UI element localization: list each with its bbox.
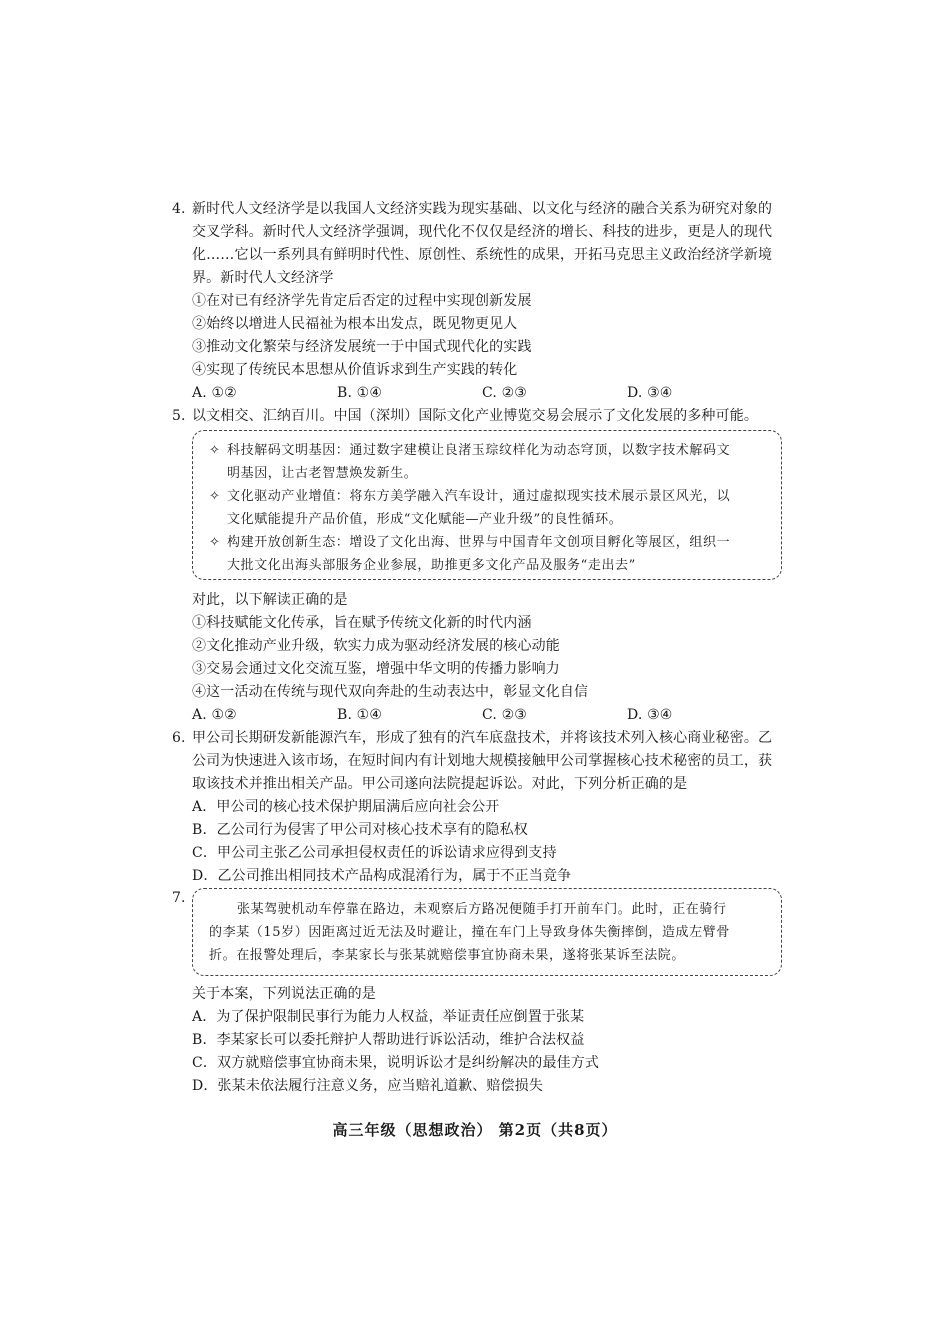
q4-statement-2: ②始终以增进人民福祉为根本出发点，既见物更见人 <box>192 316 518 332</box>
q5-statement-2: ②文化推动产业升级，软实力成为驱动经济发展的核心动能 <box>192 638 560 654</box>
q4-number: 4. <box>172 201 186 217</box>
q7-case-line-3: 折。在报警处理后，李某家长与张某就赔偿事宜协商未果，遂将张某诉至法院。 <box>209 948 686 963</box>
q7-case-box <box>192 888 782 976</box>
q6-stem-line-3: 取该技术并推出相关产品。甲公司遂向法院提起诉讼。对此，下列分析正确的是 <box>192 776 688 792</box>
q7-choice-d: D．张某未依法履行注意义务，应当赔礼道歉、赔偿损失 <box>192 1078 543 1094</box>
q7-number: 7. <box>172 890 186 906</box>
q4-stem-line-1: 4. 新时代人文经济学是以我国人文经济实践为现实基础、以文化与经济的融合关系为研究对象的 <box>172 198 784 221</box>
q5-option-b: B. ①④ <box>337 707 383 723</box>
question-7-body <box>172 983 784 1098</box>
q5-box-item-3-line-1: ✧ 构建开放创新生态：增设了文化出海、世界与中国青年文创项目孵化等展区，组织一 <box>209 535 731 550</box>
q6-choice-b: B．乙公司行为侵害了甲公司对核心技术享有的隐私权 <box>192 822 528 838</box>
q4-stem-line-4: 界。新时代人文经济学 <box>192 270 334 286</box>
q5-statement-1: ①科技赋能文化传承，旨在赋予传统文化新的时代内涵 <box>192 615 532 631</box>
q4-option-a: A. ①② <box>192 385 237 401</box>
q5-statement-4: ④这一活动在传统与现代双向奔赴的生动表达中，彰显文化自信 <box>192 684 589 700</box>
q4-statement-4: ④实现了传统民本思想从价值诉求到生产实践的转化 <box>192 362 518 378</box>
q6-stem-line-1: 6. 甲公司长期研发新能源汽车，形成了独有的汽车底盘技术，并将该技术列入核心商业秘密。乙 <box>172 727 784 750</box>
q4-option-b: B. ①④ <box>337 385 383 401</box>
question-6 <box>172 727 784 888</box>
q5-box-item-2-line-2: 文化赋能提升产品价值，形成“文化赋能—产业升级”的良性循环。 <box>227 512 623 527</box>
q4-option-c: C. ②③ <box>482 385 527 401</box>
question-4 <box>172 198 784 405</box>
q5-prompt: 对此，以下解读正确的是 <box>192 592 348 608</box>
q5-statement-3: ③交易会通过文化交流互鉴，增强中华文明的传播力影响力 <box>192 661 560 677</box>
q5-options <box>172 704 784 727</box>
q6-stem-line-2: 公司为快速进入该市场，在短时间内有计划地大规模接触甲公司掌握核心技术秘密的员工，获 <box>192 753 773 769</box>
q5-box-item-1-line-2: 明基因，让古老智慧焕发新生。 <box>227 466 418 481</box>
q6-choice-c: C．甲公司主张乙公司承担侵权责任的诉讼请求应得到支持 <box>192 845 557 861</box>
page-footer: 高三年级（思想政治） 第2页（共8页） <box>332 1121 618 1139</box>
q5-box-item-2-line-1: ✧ 文化驱动产业增值：将东方美学融入汽车设计，通过虚拟现实技术展示景区风光，以 <box>209 489 731 504</box>
q6-choice-d: D．乙公司推出相同技术产品构成混淆行为，属于不正当竞争 <box>192 868 572 884</box>
q4-option-d: D. ③④ <box>627 385 673 401</box>
q4-options <box>172 382 784 405</box>
q4-stem-line-3: 化……它以一系列具有鲜明时代性、原创性、系统性的成果，开拓马克思主义政治经济学新境 <box>192 247 773 263</box>
q7-prompt: 关于本案，下列说法正确的是 <box>192 986 376 1002</box>
q7-choice-a: A．为了保护限制民事行为能力人权益，举证责任应倒置于张某 <box>192 1009 585 1025</box>
question-5-stem <box>172 405 784 428</box>
q7-case-line-2: 的李某（15岁）因距离过近无法及时避让，撞在车门上导致身体失衡摔倒，造成左臂骨 <box>209 925 730 940</box>
q5-option-a: A. ①② <box>192 707 237 723</box>
q7-choice-b: B．李某家长可以委托辩护人帮助进行诉讼活动，维护合法权益 <box>192 1032 585 1048</box>
q5-option-c: C. ②③ <box>482 707 527 723</box>
q5-number: 5. <box>172 408 186 424</box>
q5-box-item-1-line-1: ✧ 科技解码文明基因：通过数字建模让良渚玉琮纹样化为动态穹顶，以数字技术解码文 <box>209 443 731 458</box>
q5-material-box <box>192 430 782 580</box>
q4-stem-line-2: 交叉学科。新时代人文经济学强调，现代化不仅仅是经济的增长、科技的进步，更是人的现代 <box>192 224 773 240</box>
q7-choice-c: C．双方就赔偿事宜协商未果，说明诉讼才是纠纷解决的最佳方式 <box>192 1055 600 1071</box>
q6-number: 6. <box>172 730 186 746</box>
q5-box-item-3-line-2: 大批文化出海头部服务企业参展，助推更多文化产品及服务“走出去” <box>227 558 636 573</box>
q4-statement-1: ①在对已有经济学先肯定后否定的过程中实现创新发展 <box>192 293 532 309</box>
q4-statement-3: ③推动文化繁荣与经济发展统一于中国式现代化的实践 <box>192 339 532 355</box>
q7-case-line-1: 张某驾驶机动车停靠在路边，未观察后方路况便随手打开前车门。此时，正在骑行 <box>237 902 727 917</box>
q5-option-d: D. ③④ <box>627 707 673 723</box>
q5-stem: 5. 以文相交、汇纳百川。中国（深圳）国际文化产业博览交易会展示了文化发展的多种可能。 <box>172 405 784 428</box>
q6-choice-a: A．甲公司的核心技术保护期届满后应向社会公开 <box>192 799 500 815</box>
question-5-body <box>172 589 784 727</box>
